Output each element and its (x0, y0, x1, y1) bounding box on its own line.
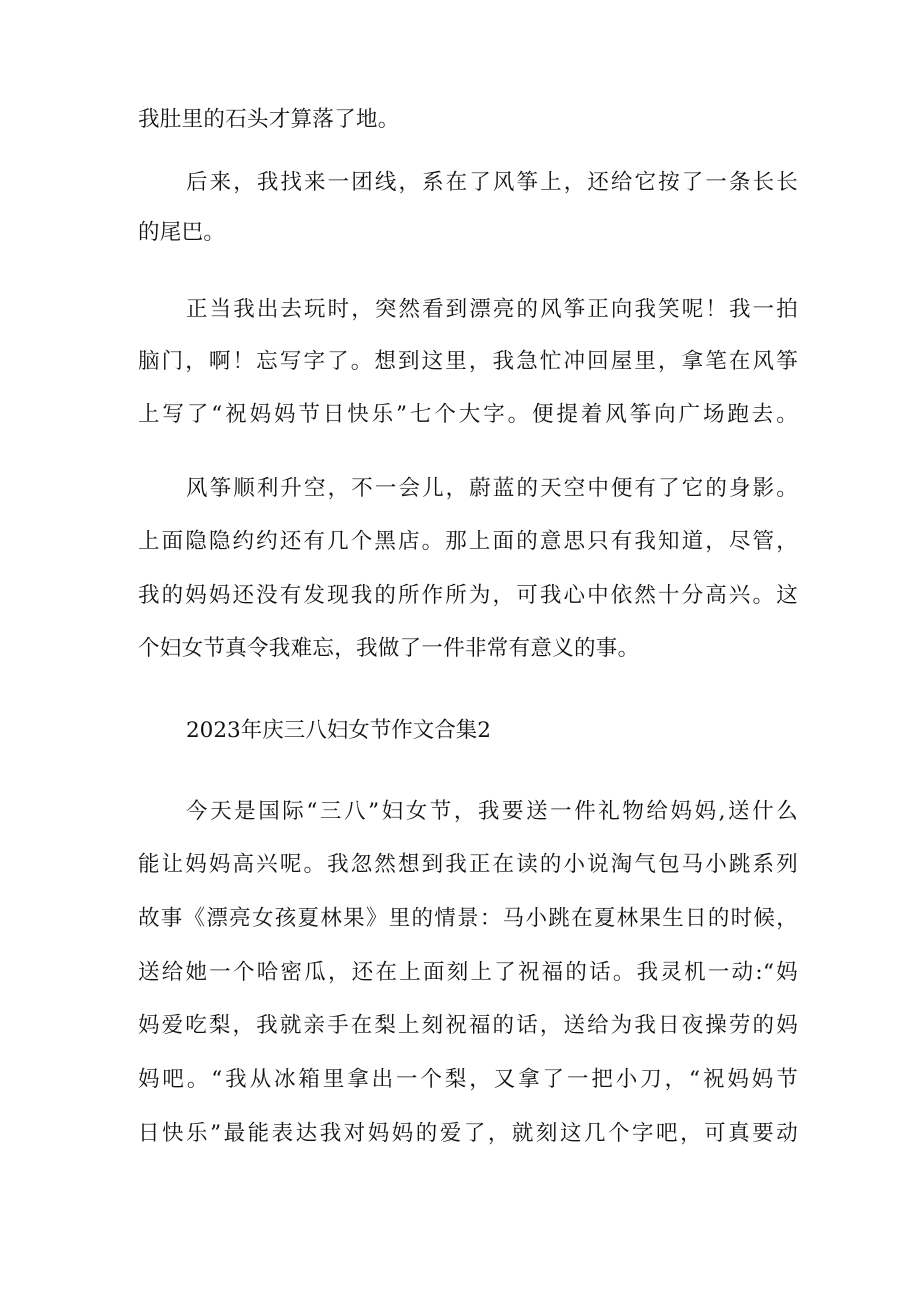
text-line: 今天是国际“三八”妇女节，我要送一件礼物给妈妈,送什么 (186, 799, 798, 824)
text-line: 送给她一个哈密瓜，还在上面刻上了祝福的话。我灵机一动:“妈 (138, 960, 798, 985)
text-line: 妈爱吃梨，我就亲手在梨上刻祝福的话，送给为我日夜操劳的妈 (138, 1013, 798, 1038)
section-heading: 2023年庆三八妇女节作文合集2 (186, 718, 491, 743)
text-line: 个妇女节真令我难忘，我做了一件非常有意义的事。 (138, 636, 640, 661)
text-line: 正当我出去玩时，突然看到漂亮的风筝正向我笑呢！我一拍 (186, 297, 798, 322)
text-line: 我的妈妈还没有发现我的所作所为，可我心中依然十分高兴。这 (138, 583, 798, 608)
text-line: 风筝顺利升空，不一会儿，蔚蓝的天空中便有了它的身影。 (186, 476, 798, 501)
text-line: 我肚里的石头才算落了地。 (138, 107, 400, 132)
text-line: 能让妈妈高兴呢。我忽然想到我正在读的小说淘气包马小跳系列 (138, 852, 798, 877)
text-line: 故事《漂亮女孩夏林果》里的情景：马小跳在夏林果生日的时候， (138, 906, 798, 931)
text-line: 妈吧。“我从冰箱里拿出一个梨，又拿了一把小刀，“祝妈妈节 (138, 1067, 798, 1092)
text-line: 的尾巴。 (138, 220, 226, 245)
text-line: 后来，我找来一团线，系在了风筝上，还给它按了一条长长 (186, 170, 798, 195)
text-line: 上写了“祝妈妈节日快乐”七个大字。便提着风筝向广场跑去。 (138, 402, 798, 427)
text-line: 脑门，啊！忘写字了。想到这里，我急忙冲回屋里，拿笔在风筝 (138, 349, 798, 374)
text-line: 上面隐隐约约还有几个黑店。那上面的意思只有我知道，尽管， (138, 529, 798, 554)
text-line: 日快乐”最能表达我对妈妈的爱了，就刻这几个字吧，可真要动 (138, 1121, 798, 1146)
